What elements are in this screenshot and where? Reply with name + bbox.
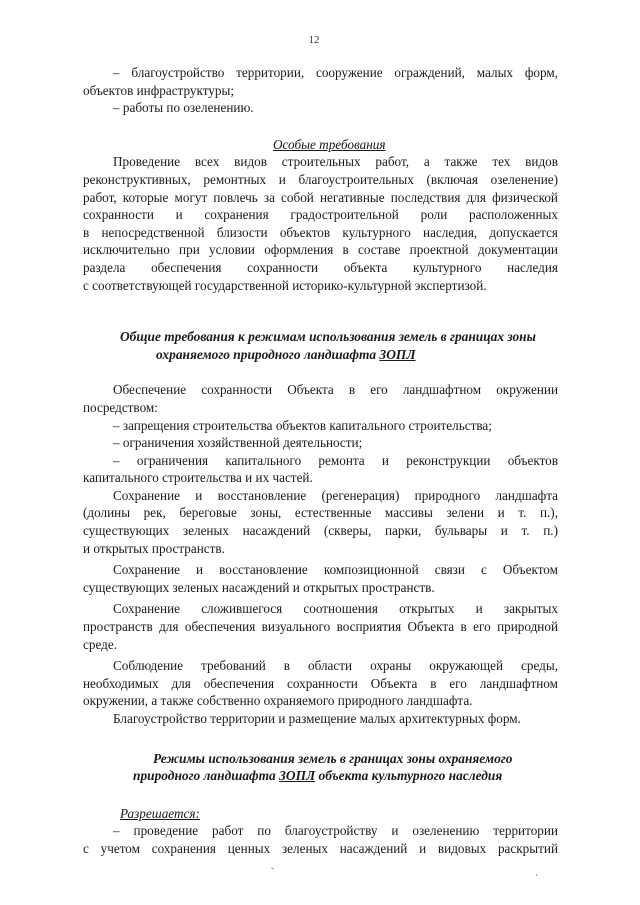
zone-code: ЗОПЛ [279,768,316,784]
allowed-label: Разрешается: [120,805,200,821]
text-line: Проведение всех видов строительных работ, а также тех видов [113,154,558,170]
scan-mark-right: ¸ [535,866,538,876]
scan-mark-left: ˇ [271,866,274,876]
text-line: работ, которые могут повлечь за собой негативные последствия для физической [83,189,558,205]
text-line: среде. [83,636,117,652]
list-item: – ограничения капитального ремонта и реконструкции объектов [113,452,558,468]
page-number: 12 [308,34,320,46]
text-line: необходимых для обеспечения сохранности Объекта в его ландшафтном [83,675,558,691]
text-line: с соответствующей государственной историко-культурной экспертизой. [83,277,487,293]
heading-regimes: Режимы использования земель в границах зоны охраняемого [153,750,513,766]
heading-regimes-line2 [83,767,558,785]
text-line: (долины рек, береговые зоны, естественные массивы зелени и т. п.), [83,505,558,521]
text-line: существующих зеленых насаждений (скверы, парки, бульвары и т. п.) [83,523,558,539]
heading-general-requirements: Общие требования к режимам использования земель в границах зоны [120,329,536,345]
heading-text: объекта культурного наследия [315,768,503,784]
list-item: – запрещения строительства объектов капитального строительства; [113,417,492,433]
list-item: – проведение работ по благоустройству и озеленению территории [113,823,558,839]
text-line: реконструктивных, ремонтных и благоустроительных (включая озеленение) [83,171,558,187]
text-line: посредством: [83,399,158,415]
text-line: Сохранение и восстановление композиционной связи с Объектом [113,562,558,578]
text-line: Благоустройство территории и размещение малых архитектурных форм. [113,711,521,726]
text-line: капитального строительства и их частей. [83,470,313,486]
text-line: объектов инфраструктуры; [83,82,235,98]
heading-text: природного ландшафта [133,768,280,784]
text-line: Сохранение и восстановление (регенерация) природного ландшафта [113,487,558,503]
zone-code: ЗОПЛ [379,346,416,362]
text-line: сохранности и сохранения градостроительной роли расположенных [83,207,558,223]
text-line: раздела обеспечения сохранности объекта культурного наследия [83,259,558,275]
list-item: – ограничения хозяйственной деятельности; [113,435,363,451]
text-line: Сохранение сложившегося соотношения открытых и закрытых [113,601,558,617]
heading-general-requirements-line2 [83,346,558,364]
text-line: с учетом сохранения ценных зеленых насаждений и видовых раскрытий [83,840,558,856]
text-line: и открытых пространств. [83,540,225,556]
text-line: исключительно при условии оформления в составе проектной документации [83,242,558,258]
text-line: – благоустройство территории, сооружение ограждений, малых форм, [113,65,558,80]
text-line: окружении, а также собственно охраняемого природного ландшафта. [83,693,473,709]
text-line: – работы по озеленению. [113,100,254,116]
page-content [83,64,558,858]
text-line: Соблюдение требований в области охраны окружающей среды, [113,658,558,674]
text-line: Обеспечение сохранности Объекта в его ландшафтном окружении [113,382,558,398]
text-line: в непосредственной близости объектов культурного наследия, допускается [83,224,558,240]
text-line: пространств для обеспечения визуального восприятия Объекта в его природной [83,619,558,635]
section-title-special-requirements: Особые требования [273,136,386,152]
text-line: существующих зеленых насаждений и открытых пространств. [83,579,435,595]
heading-text: охраняемого природного ландшафта [156,346,380,362]
